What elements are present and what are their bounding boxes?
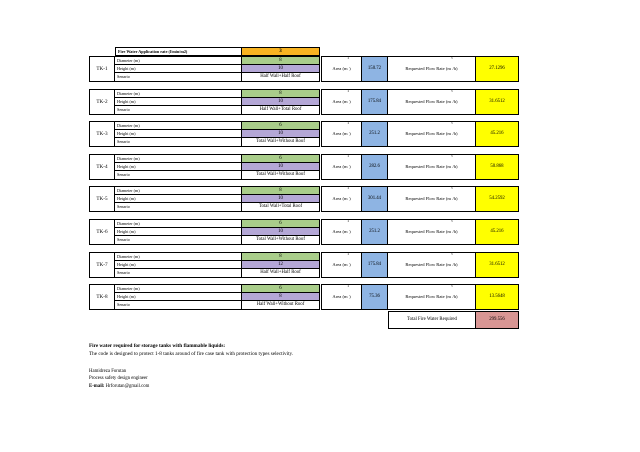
tank-id: TK-2 [89,89,115,115]
flow-label: Requested Flow Rate $(m^3/h)$ [388,219,475,245]
author-role: Process safety design engineer [89,376,148,382]
area-value: 251.2 [361,121,388,147]
senario-label: Senario [115,203,242,212]
senario-value[interactable]: Half Wall+Without Roof [242,301,320,310]
area-label: Area $(m^2)$ [321,154,361,180]
height-row [115,130,294,139]
diameter-label: Diameter (m) [115,56,242,65]
diameter-value[interactable]: 8 [242,56,320,65]
diameter-row [115,89,294,98]
height-label: Height (m) [115,163,242,172]
diameter-row [115,154,294,163]
flow-label: Requested Flow Rate $(m^3/h)$ [388,89,475,115]
area-value: 251.2 [361,219,388,245]
senario-label: Senario [115,171,242,180]
height-row [115,228,294,237]
application-rate-value[interactable]: 3 [242,47,320,56]
flow-label: Requested Flow Rate $(m^3/h)$ [388,56,475,82]
height-row [115,293,294,302]
height-label: Height (m) [115,228,242,237]
diameter-value[interactable]: 6 [242,154,320,163]
flow-value: 31.6512 [475,252,519,278]
author-email-line [89,383,149,390]
senario-label: Senario [115,106,242,115]
application-rate-label: Fire Water Application rate (l/min/m2) [115,47,242,56]
senario-value[interactable]: Half Wall+Half Roof [242,73,320,82]
diameter-value[interactable]: 6 [242,284,320,293]
diameter-label: Diameter (m) [115,89,242,98]
author-name: Hamidreza Forutan [89,369,127,374]
tank-id: TK-3 [89,121,115,147]
diameter-label: Diameter (m) [115,154,242,163]
senario-row [115,106,302,115]
area-value: 282.6 [361,154,388,180]
tank-id: TK-6 [89,219,115,245]
area-value: 175.84 [361,89,388,115]
senario-label: Senario [115,138,242,147]
area-label: Area $(m^2)$ [321,186,361,212]
diameter-row [115,284,294,293]
height-row [115,195,294,204]
area-label: Area $(m^2)$ [321,121,361,147]
author-email: Hrforutan@gmail.com [105,383,150,389]
diameter-label: Diameter (m) [115,219,242,228]
height-value[interactable]: 10 [242,228,320,237]
notes-title: Fire water required for storage tanks with flammable liquids: [89,343,226,349]
area-label: Area $(m^2)$ [321,219,361,245]
total-value: 299.556 [475,311,519,329]
height-label: Height (m) [115,293,242,302]
tank-block [89,56,519,82]
senario-label: Senario [115,269,242,278]
diameter-label: Diameter (m) [115,252,242,261]
flow-value: 45.216 [475,121,519,147]
senario-value[interactable]: Half Wall+Total Roof [242,106,320,115]
tank-id: TK-5 [89,186,115,212]
flow-label: Requested Flow Rate $(m^3/h)$ [388,252,475,278]
height-value[interactable]: 10 [242,163,320,172]
area-label: Area $(m^2)$ [321,89,361,115]
height-value[interactable]: 10 [242,195,320,204]
flow-label: Requested Flow Rate $(m^3/h)$ [388,186,475,212]
height-row [115,163,294,172]
height-label: Height (m) [115,65,242,74]
area-value: 175.84 [361,252,388,278]
height-value[interactable]: 12 [242,261,320,270]
diameter-label: Diameter (m) [115,284,242,293]
tank-block [89,121,519,147]
height-value[interactable]: 10 [242,65,320,74]
flow-label: Requested Flow Rate $(m^3/h)$ [388,154,475,180]
area-label: Area $(m^2)$ [321,284,361,310]
diameter-row [115,186,294,195]
tank-block [89,219,519,245]
tank-block [89,252,519,278]
height-label: Height (m) [115,98,242,107]
height-value[interactable]: 10 [242,130,320,139]
height-label: Height (m) [115,130,242,139]
senario-row [115,171,305,180]
flow-value: 13.5648 [475,284,519,310]
notes-body: The code is designed to protect 1-8 tanks around of fire case tank with protection types selectivity. [89,350,294,357]
email-label: E-mail: [89,383,105,389]
senario-value[interactable]: Half Wall+Half Roof [242,269,320,278]
senario-row [115,138,305,147]
diameter-row [115,252,294,261]
diameter-value[interactable]: 8 [242,186,320,195]
senario-row [115,236,305,245]
height-row [115,98,294,107]
author-block [89,368,149,390]
height-value[interactable]: 10 [242,98,320,107]
total-label: Total Fire Water Required [388,311,475,329]
tank-block [89,154,519,180]
area-value: 301.44 [361,186,388,212]
tank-id: TK-7 [89,252,115,278]
tank-id: TK-1 [89,56,115,82]
senario-row [115,203,303,212]
diameter-label: Diameter (m) [115,121,242,130]
senario-label: Senario [115,236,242,245]
diameter-value[interactable]: 6 [242,121,320,130]
flow-label: Requested Flow Rate $(m^3/h)$ [388,284,475,310]
area-label: Area $(m^2)$ [321,252,361,278]
flow-label: Requested Flow Rate $(m^3/h)$ [388,121,475,147]
area-label: Area $(m^2)$ [321,56,361,82]
senario-label: Senario [115,73,242,82]
senario-value[interactable]: Total Wall+Without Roof [242,171,320,180]
senario-label: Senario [115,301,242,310]
tank-block [89,89,519,115]
diameter-label: Diameter (m) [115,186,242,195]
flow-value: 27.1296 [475,56,519,82]
tank-id: TK-8 [89,284,115,310]
senario-row [115,73,301,82]
tank-block [89,284,519,310]
diameter-row [115,56,294,65]
senario-value[interactable]: Total Wall+Without Roof [242,236,320,245]
diameter-row [115,219,294,228]
flow-value: 31.6512 [475,89,519,115]
height-row [115,65,294,74]
diameter-value[interactable]: 8 [242,89,320,98]
height-row [115,261,294,270]
flow-value: 54.2592 [475,186,519,212]
diameter-value[interactable]: 6 [242,219,320,228]
flow-value: 50.868 [475,154,519,180]
height-label: Height (m) [115,261,242,270]
area-value: 150.72 [361,56,388,82]
tank-block [89,186,519,212]
area-value: 75.36 [361,284,388,310]
senario-value[interactable]: Total Wall+Total Roof [242,203,320,212]
senario-row [115,301,305,310]
senario-value[interactable]: Total Wall+Without Roof [242,138,320,147]
diameter-value[interactable]: 8 [242,252,320,261]
notes [89,343,293,358]
diameter-row [115,121,294,130]
flow-value: 45.216 [475,219,519,245]
senario-row [115,269,301,278]
height-value[interactable]: 8 [242,293,320,302]
height-label: Height (m) [115,195,242,204]
tank-id: TK-4 [89,154,115,180]
